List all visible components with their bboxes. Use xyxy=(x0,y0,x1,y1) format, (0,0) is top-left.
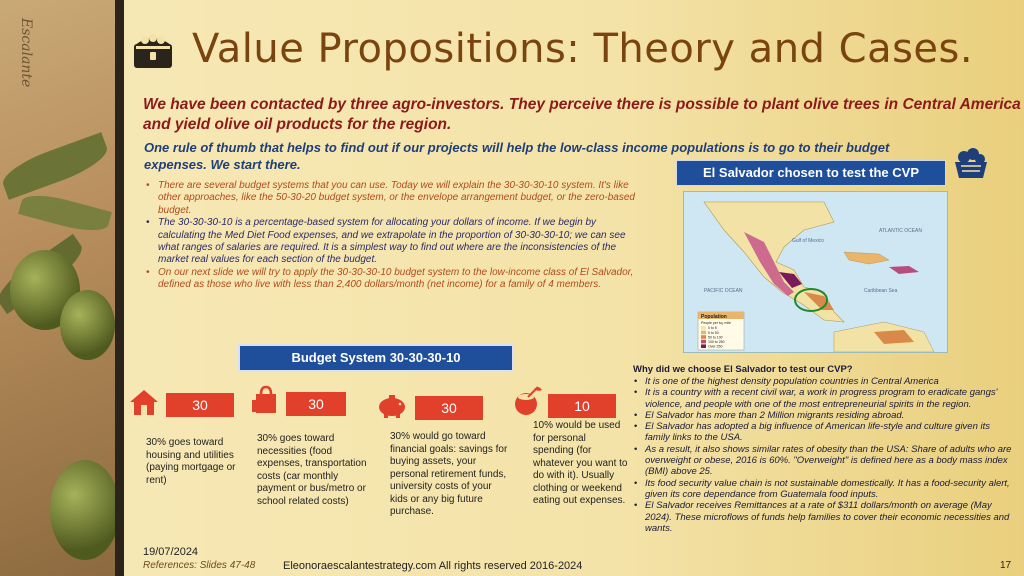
list-item: • El Salvador has more than 2 Million migrants residing abroad. xyxy=(633,410,1016,421)
legend-label: 50 to 100 xyxy=(708,335,723,340)
list-item: • Its food security value chain is not sustainable domestically. It has a food-security alert, given its core dependance from Guatemala food inputs. xyxy=(633,478,1016,501)
map-label: PACIFIC OCEAN xyxy=(704,288,743,294)
olive-illustration xyxy=(60,290,115,360)
budget-system-title: Budget System 30-30-30-10 xyxy=(238,344,514,372)
shopping-bag-icon xyxy=(250,384,282,414)
map-legend-subtitle: People per sq. mile xyxy=(701,321,731,325)
list-item: • As a result, it also shows similar rates of obesity than the USA: Share of adults who are overweight or obese, 2016 is 60%. "Overweight" is defined here as a body mass index (BMI) above 25. xyxy=(633,444,1016,478)
list-item: • It is one of the highest density population countries in Central America xyxy=(633,376,1016,387)
legend-label: Over 250 xyxy=(708,344,723,349)
coconut-drink-icon xyxy=(512,386,544,416)
category-description: 30% goes toward necessities (food expenses, transportation costs (car monthly payment or bus/metro or school related costs) xyxy=(257,433,367,507)
references-note: References: Slides 47-48 xyxy=(143,560,256,571)
copyright-footer: Eleonoraescalantestrategy.com All rights reserved 2016-2024 xyxy=(283,560,583,572)
map-label: ATLANTIC OCEAN xyxy=(879,228,922,234)
signature-watermark: Escalante xyxy=(18,18,34,88)
legend-label: 5 to 50 xyxy=(708,330,719,335)
legend-swatch xyxy=(701,335,706,339)
category-percentage: 10 xyxy=(548,394,616,418)
rule-of-thumb-text: One rule of thumb that helps to find out if our projects will help the low-class income populations is to go to their budget expenses. We start there. xyxy=(144,140,890,172)
list-item: • On our next slide we will try to apply the 30-30-30-10 budget system to the low-income class of El Salvador, defined as those who live with less than 2,400 dollars/month (net income) for a family of 4 members. xyxy=(144,267,639,292)
category-description: 30% would go toward financial goals: savings for buying assets, your personal retirement funds, university costs of your kids or any big future purchase. xyxy=(390,431,508,517)
list-item: • El Salvador receives Remittances at a rate of $311 dollars/month on average (May 2024). These microflows of funds help families to cover their economic necessities and wants. xyxy=(633,500,1016,534)
el-salvador-badge: El Salvador chosen to test the CVP xyxy=(676,160,946,186)
central-america-population-map xyxy=(683,191,948,353)
olive-leaf-illustration xyxy=(0,132,112,200)
budget-explanation-list xyxy=(144,180,639,292)
divider-strip xyxy=(115,0,124,576)
map-drawing xyxy=(684,192,947,352)
category-percentage: 30 xyxy=(166,393,234,417)
map-legend xyxy=(698,312,744,350)
slide-date: 19/07/2024 xyxy=(143,546,199,558)
olive-leaf-illustration xyxy=(18,189,112,237)
piggy-bank-icon xyxy=(376,390,408,420)
legend-swatch xyxy=(701,331,706,335)
category-description: 30% goes toward housing and utilities (paying mortgage or rent) xyxy=(146,437,236,486)
category-percentage: 30 xyxy=(286,392,346,416)
page-number: 17 xyxy=(1000,560,1012,571)
category-percentage: 30 xyxy=(415,396,483,420)
list-item: • El Salvador has adopted a big influence of American life-style and culture given its family links to the USA. xyxy=(633,421,1016,444)
legend-swatch xyxy=(701,344,706,348)
intro-text: We have been contacted by three agro-investors. They perceive there is possible to plant olive trees in Central America and yield olive oil products for the region. xyxy=(143,96,1021,133)
decorative-olive-panel xyxy=(0,0,124,576)
why-list xyxy=(633,376,1016,534)
legend-label: 0 to 5 xyxy=(708,326,717,331)
why-el-salvador-section xyxy=(633,364,1016,534)
olive-illustration xyxy=(50,460,120,560)
why-heading: Why did we choose El Salvador to test our CVP? xyxy=(633,364,853,375)
list-item: • It is a country with a recent civil war, a work in progress program to eradicate gangs' violence, and people with one of the most entrepreneurial spirits in the region. xyxy=(633,387,1016,410)
category-description: 10% would be used for personal spending (for whatever you want to do with it). Usually clothing or weekend eating out expenses. xyxy=(533,420,628,506)
house-icon xyxy=(128,387,160,417)
legend-swatch xyxy=(701,340,706,344)
list-item: • There are several budget systems that you can use. Today we will explain the 30-30-30-10 system. It's like other approaches, like the 50-30-20 budget system, or the envelope arrangement budget, or the zero-based budget. xyxy=(144,180,639,217)
legend-label: 100 to 250 xyxy=(708,340,725,344)
page-title: Value Propositions: Theory and Cases. xyxy=(192,26,974,72)
map-label: Caribbean Sea xyxy=(864,288,898,294)
list-item: • The 30-30-30-10 is a percentage-based system for allocating your dollars of income. If we begin by calculating the Med Diet Food expenses, and we extrapolate in the proportion of 30-30-30-10; we can see what ranges of salaries are required. It is a simplest way to find out where are the inconsistencies of the market real values for each section of the budget. xyxy=(144,217,639,267)
legend-swatch xyxy=(701,326,706,330)
map-label: Gulf of Mexico xyxy=(792,238,824,244)
treasure-chest-icon xyxy=(131,30,175,70)
fruit-basket-icon xyxy=(953,146,989,180)
map-legend-title: Population xyxy=(701,314,727,320)
